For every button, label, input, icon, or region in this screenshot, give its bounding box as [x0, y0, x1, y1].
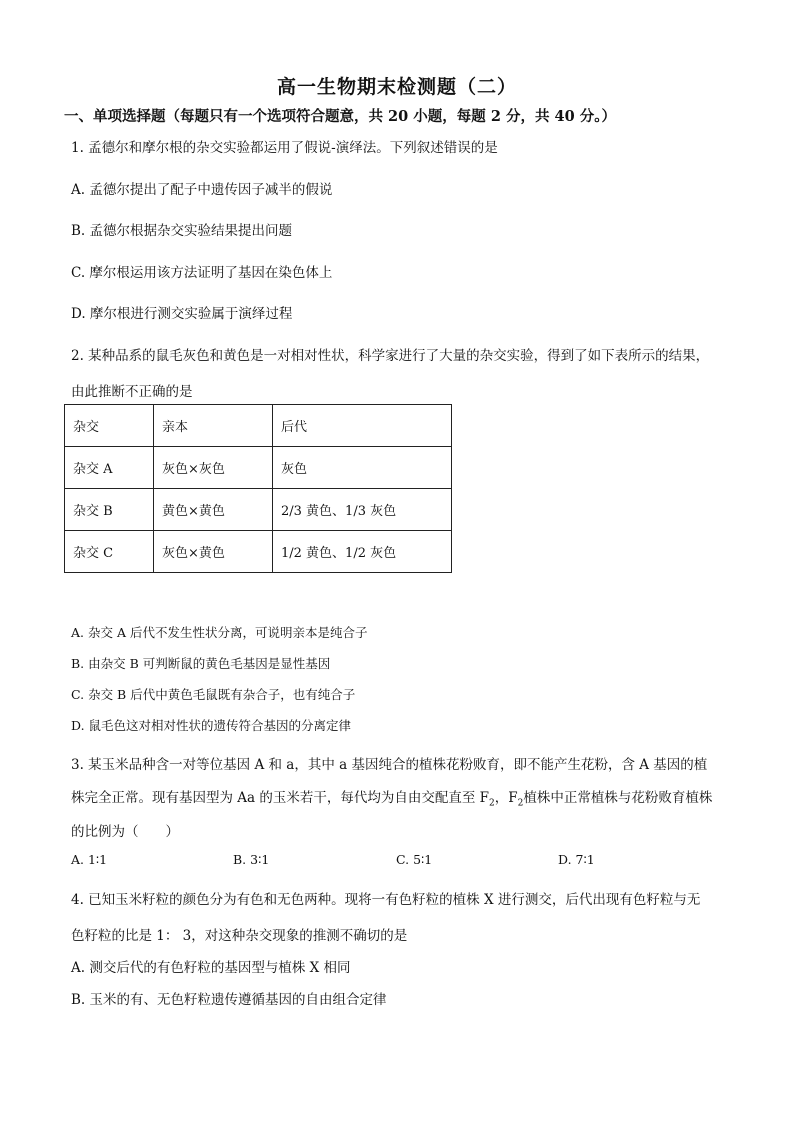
- table-row: [65, 489, 452, 531]
- q3-line1: 3. 某玉米品种含一对等位基因 A 和 a，其中 a 基因纯合的植株花粉败育，即不能产生花粉，含 A 基因的植: [71, 757, 708, 773]
- q2-stem-line1: 2. 某种品系的鼠毛灰色和黄色是一对相对性状，科学家进行了大量的杂交实验，得到了如下表所示的结果，: [71, 348, 710, 364]
- q4-line2: 色籽粒的比是 1： 3，对这种杂交现象的推测不确切的是: [71, 928, 408, 944]
- q3-subscript-2: 2: [517, 798, 524, 809]
- q1-stem: 1. 孟德尔和摩尔根的杂交实验都运用了假说-演绎法。下列叙述错误的是: [71, 140, 498, 156]
- table-cell: 杂交 B: [65, 489, 154, 531]
- q1-option-d: D. 摩尔根进行测交实验属于演绎过程: [71, 306, 293, 322]
- q4-option-b: B. 玉米的有、无色籽粒遗传遵循基因的自由组合定律: [71, 992, 387, 1008]
- table-cell: 1/2 黄色、1/2 灰色: [273, 531, 452, 573]
- q2-option-c: C. 杂交 B 后代中黄色毛鼠既有杂合子，也有纯合子: [71, 687, 356, 702]
- q3-line2-part-a: 株完全正常。现有基因型为 Aa 的玉米若干，每代均为自由交配直至 F: [71, 790, 490, 806]
- q3-line2-part-b: ，F: [494, 790, 518, 806]
- table-row: [65, 531, 452, 573]
- table-header-row: [65, 405, 452, 447]
- q3-line2-part-c: 植株中正常植株与花粉败育植株: [523, 790, 713, 806]
- table-header-cell: 亲本: [154, 405, 273, 447]
- table-cell: 灰色×灰色: [154, 447, 273, 489]
- q2-option-a: A. 杂交 A 后代不发生性状分离，可说明亲本是纯合子: [71, 625, 368, 640]
- table-header-cell: 后代: [273, 405, 452, 447]
- cross-results-table: [64, 404, 452, 573]
- q2-option-d: D. 鼠毛色这对相对性状的遗传符合基因的分离定律: [71, 718, 352, 733]
- q4-option-a: A. 测交后代的有色籽粒的基因型与植株 X 相同: [71, 960, 351, 976]
- q3-option-b: B. 3∶1: [233, 852, 270, 867]
- q3-subscript-1: 2: [489, 798, 495, 809]
- q4-line1: 4. 已知玉米籽粒的颜色分为有色和无色两种。现将一有色籽粒的植株 X 进行测交，后代出现有色籽粒与无: [71, 892, 701, 908]
- q3-line2: [71, 786, 712, 809]
- q1-option-c: C. 摩尔根运用该方法证明了基因在染色体上: [71, 265, 333, 281]
- table-header-cell: 杂交: [65, 405, 154, 447]
- table-cell: 灰色: [273, 447, 452, 489]
- table-cell: 杂交 A: [65, 447, 154, 489]
- q1-option-b: B. 孟德尔根据杂交实验结果提出问题: [71, 223, 293, 239]
- q3-option-c: C. 5∶1: [396, 852, 433, 867]
- page-title: 高一生物期末检测题（二）: [276, 76, 517, 98]
- table-cell: 黄色×黄色: [154, 489, 273, 531]
- table-cell: 2/3 黄色、1/3 灰色: [273, 489, 452, 531]
- q3-line3: 的比例为（ ）: [71, 824, 179, 840]
- table-row: [65, 447, 452, 489]
- table-cell: 灰色×黄色: [154, 531, 273, 573]
- section-heading: 一、单项选择题（每题只有一个选项符合题意，共 20 小题，每题 2 分，共 40 分。）: [64, 108, 616, 125]
- q1-option-a: A. 孟德尔提出了配子中遗传因子减半的假说: [71, 182, 333, 198]
- q3-option-d: D. 7∶1: [558, 852, 595, 867]
- q3-option-a: A. 1∶1: [71, 852, 108, 867]
- q2-option-b: B. 由杂交 B 可判断鼠的黄色毛基因是显性基因: [71, 656, 331, 671]
- q2-stem-line2: 由此推断不正确的是: [71, 384, 193, 400]
- table-cell: 杂交 C: [65, 531, 154, 573]
